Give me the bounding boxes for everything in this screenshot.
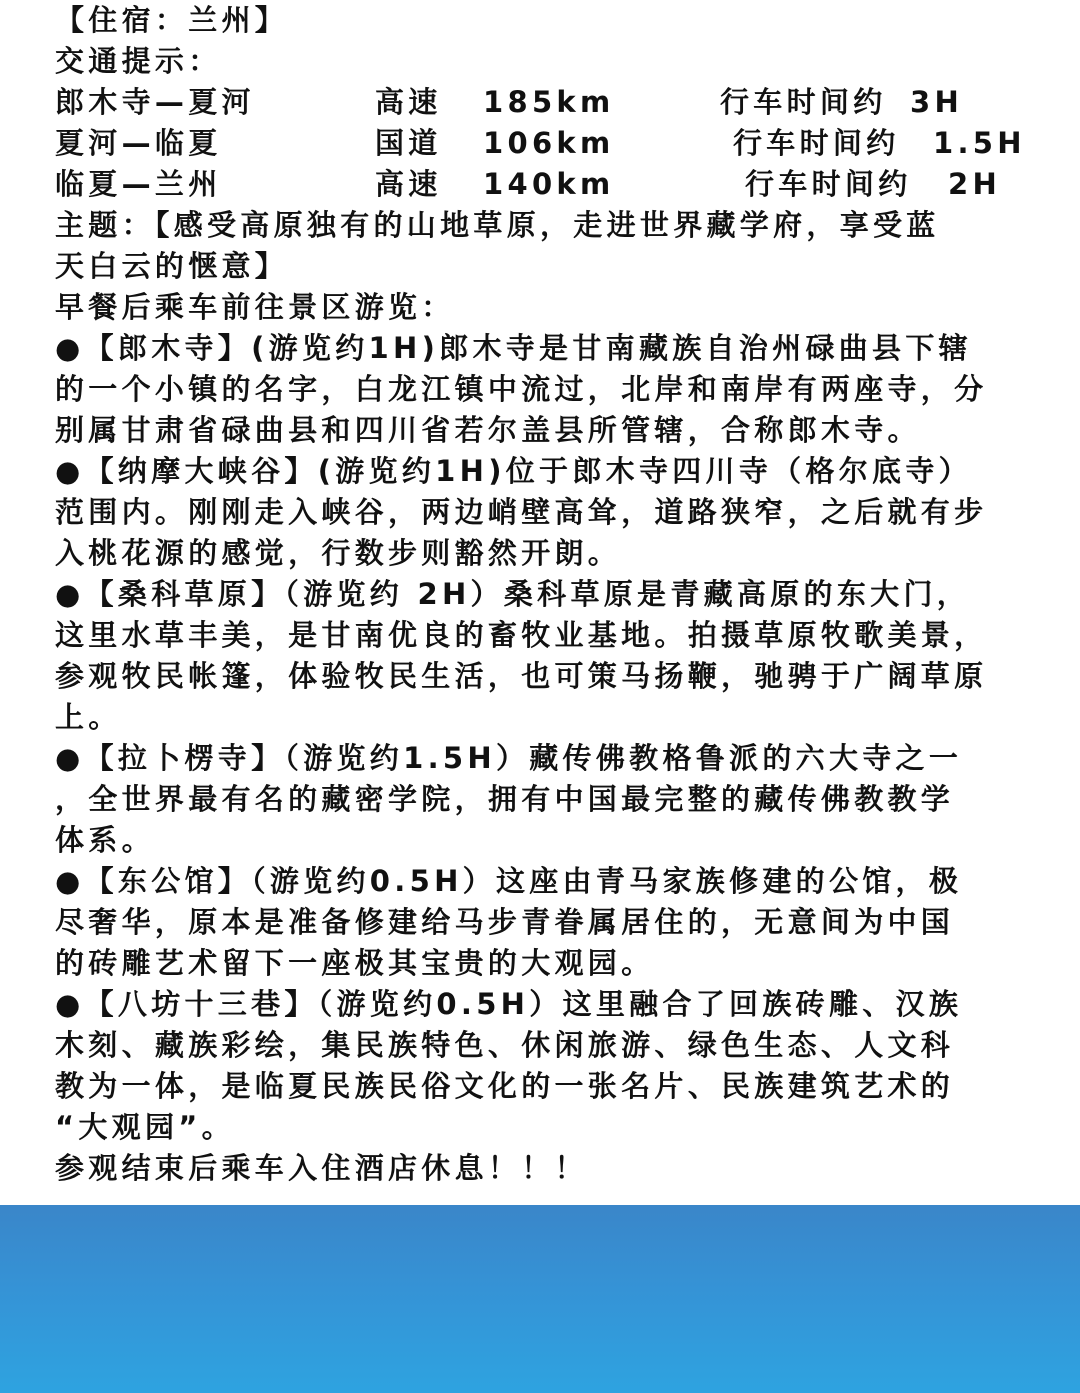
attraction-line: ●【东公馆】（游览约0.5H）这座由青马家族修建的公馆，极: [55, 864, 963, 898]
theme-line: 主题：【感受高原独有的山地草原，走进世界藏学府，享受蓝: [55, 208, 940, 242]
route-name: 夏河—临夏: [55, 126, 222, 160]
theme-line: 天白云的惬意】: [55, 249, 289, 283]
attraction-line: ●【八坊十三巷】（游览约0.5H）这里融合了回族砖雕、汉族: [55, 987, 963, 1021]
attraction-line: 尽奢华，原本是准备修建给马步青眷属居住的，无意间为中国: [55, 905, 955, 939]
blue-footer-band: [0, 1205, 1080, 1393]
intro-line: 早餐后乘车前往景区游览：: [55, 290, 455, 324]
attraction-line: 教为一体，是临夏民族民俗文化的一张名片、民族建筑艺术的: [55, 1069, 955, 1103]
attraction-line: ●【郎木寺】(游览约1H)郎木寺是甘南藏族自治州碌曲县下辖: [55, 331, 972, 365]
attraction-line: 的砖雕艺术留下一座极其宝贵的大观园。: [55, 946, 655, 980]
route-distance: 140km: [483, 167, 615, 201]
route-distance: 185km: [483, 85, 615, 119]
attraction-line: 木刻、藏族彩绘，集民族特色、休闲旅游、绿色生态、人文科: [55, 1028, 955, 1062]
route-row: [55, 123, 1045, 164]
attraction-line: ●【拉卜楞寺】（游览约1.5H）藏传佛教格鲁派的六大寺之一: [55, 741, 963, 775]
lodging-line: 【住宿：兰州】: [55, 3, 289, 37]
route-row: [55, 82, 1045, 123]
attraction-line: 体系。: [55, 823, 155, 857]
attraction-line: 上。: [55, 700, 122, 734]
itinerary-document: [55, 0, 1045, 1205]
attraction-line: “大观园”。: [55, 1110, 235, 1144]
attraction-line: 的一个小镇的名字，白龙江镇中流过，北岸和南岸有两座寺，分: [55, 372, 988, 406]
transport-title: 交通提示：: [55, 44, 222, 78]
attraction-line: 参观牧民帐篷，体验牧民生活，也可策马扬鞭，驰骋于广阔草原: [55, 659, 988, 693]
route-name: 临夏—兰州: [55, 167, 222, 201]
road-type: 高速: [375, 167, 442, 201]
drive-time: 1.5H: [933, 126, 1026, 160]
attraction-line: 入桃花源的感觉，行数步则豁然开朗。: [55, 536, 622, 570]
road-type: 高速: [375, 85, 442, 119]
drive-time: 2H: [948, 167, 1002, 201]
attraction-line: ●【桑科草原】（游览约 2H）桑科草原是青藏高原的东大门，: [55, 577, 971, 611]
attraction-line: 范围内。刚刚走入峡谷，两边峭壁高耸，道路狭窄，之后就有步: [55, 495, 988, 529]
drive-time-label: 行车时间约: [745, 167, 912, 201]
drive-time-label: 行车时间约: [720, 85, 887, 119]
attraction-line: 这里水草丰美，是甘南优良的畜牧业基地。拍摄草原牧歌美景，: [55, 618, 988, 652]
attraction-line: ●【纳摩大峡谷】(游览约1H)位于郎木寺四川寺（格尔底寺）: [55, 454, 972, 488]
drive-time: 3H: [910, 85, 964, 119]
route-row: [55, 164, 1045, 205]
attraction-line: ，全世界最有名的藏密学院，拥有中国最完整的藏传佛教教学: [55, 782, 955, 816]
closing-line: 参观结束后乘车入住酒店休息！！！: [55, 1151, 588, 1185]
route-distance: 106km: [483, 126, 615, 160]
attraction-line: 别属甘肃省碌曲县和四川省若尔盖县所管辖，合称郎木寺。: [55, 413, 921, 447]
drive-time-label: 行车时间约: [733, 126, 900, 160]
road-type: 国道: [375, 126, 442, 160]
route-name: 郎木寺—夏河: [55, 85, 255, 119]
